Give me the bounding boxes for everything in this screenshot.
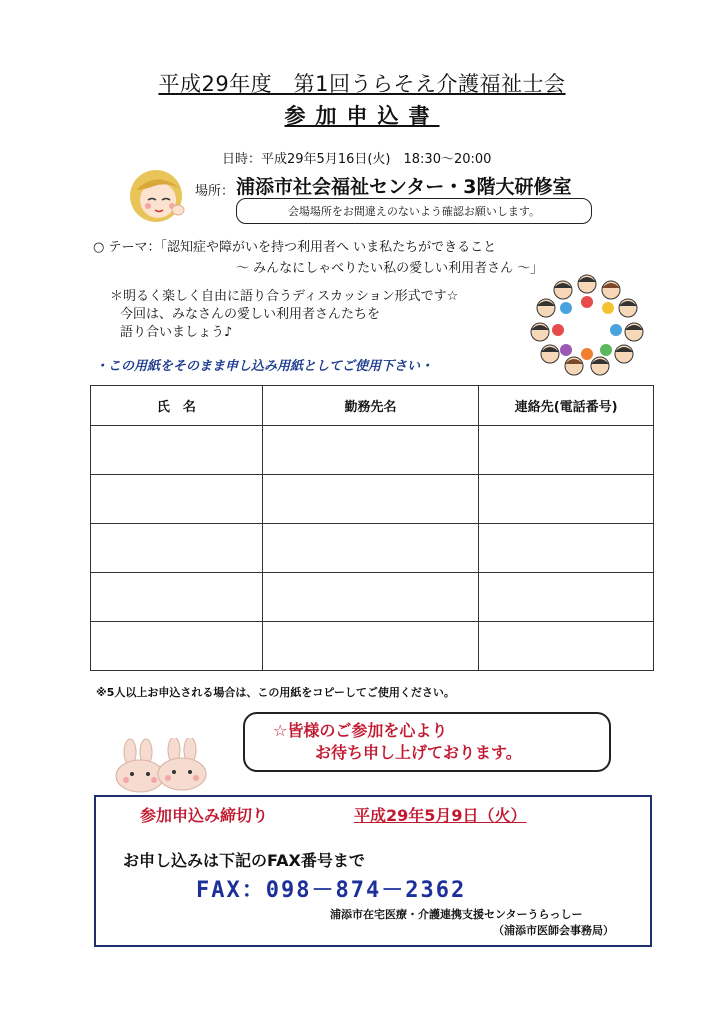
name-cell[interactable] xyxy=(91,426,263,475)
page-title: 平成29年度 第1回うらそえ介護福祉士会 xyxy=(158,72,566,96)
welcome-bubble xyxy=(243,712,611,772)
contact-cell[interactable] xyxy=(479,475,654,524)
application-table xyxy=(90,385,654,671)
contact-cell[interactable] xyxy=(479,426,654,475)
workplace-cell[interactable] xyxy=(262,622,479,671)
event-date: 日時：平成29年5月16日(火) 18:30～20:00 xyxy=(222,152,492,167)
fax-number: FAX：098－874－2362 xyxy=(196,878,467,903)
workplace-cell[interactable] xyxy=(262,475,479,524)
welcome-line: ☆皆様のご参加を心より xyxy=(273,721,448,740)
note-line: ＊明るく楽しく自由に語り合うディスカッション形式です☆ xyxy=(110,289,459,304)
table-row xyxy=(91,475,654,524)
theme-label: ○ テーマ：「認知症や障がいを持つ利用者へ いま私たちができること xyxy=(93,240,497,255)
use-form-instruction: ・この用紙をそのまま申し込み用紙としてご使用下さい・ xyxy=(95,359,434,374)
theme-subtitle: ～ みんなにしゃべりたい私の愛しい利用者さん ～」 xyxy=(236,261,544,276)
table-header-row xyxy=(91,386,654,426)
fax-intro: お申し込みは下記のFAX番号まで xyxy=(123,851,365,870)
column-header-contact: 連絡先(電話番号) xyxy=(479,386,654,426)
column-header-name: 氏 名 xyxy=(91,386,263,426)
rabbits-illustration xyxy=(100,738,220,794)
name-cell[interactable] xyxy=(91,573,263,622)
note-line: 今回は、みなさんの愛しい利用者さんたちを xyxy=(120,307,381,322)
deadline-date: 平成29年5月9日（火） xyxy=(354,806,527,825)
table-row xyxy=(91,524,654,573)
name-cell[interactable] xyxy=(91,622,263,671)
column-header-workplace: 勤務先名 xyxy=(262,386,479,426)
copy-note: ※5人以上お申込される場合は、この用紙をコピーしてご使用ください。 xyxy=(96,686,455,699)
form-title: 参加申込書 xyxy=(284,104,440,128)
person-illustration xyxy=(126,166,192,226)
deadline-label: 参加申込み締切り xyxy=(140,806,269,825)
welcome-line: お待ち申し上げております。 xyxy=(315,743,522,762)
contact-cell[interactable] xyxy=(479,622,654,671)
workplace-cell[interactable] xyxy=(262,426,479,475)
workplace-cell[interactable] xyxy=(262,524,479,573)
contact-cell[interactable] xyxy=(479,524,654,573)
table-row xyxy=(91,622,654,671)
table-row xyxy=(91,573,654,622)
place-note-bubble: 会場場所をお間違えのないよう確認お願いします。 xyxy=(236,198,592,224)
event-note xyxy=(110,288,458,342)
name-cell[interactable] xyxy=(91,524,263,573)
place-value: 浦添市社会福祉センター・3階大研修室 xyxy=(236,176,572,198)
note-line: 語り合いましょう♪ xyxy=(120,325,233,340)
children-circle-illustration xyxy=(528,272,646,376)
organizer-center: 浦添市在宅医療・介護連携支援センターうらっしー xyxy=(330,908,583,921)
table-row xyxy=(91,426,654,475)
place-label: 場所： xyxy=(195,184,235,199)
contact-cell[interactable] xyxy=(479,573,654,622)
organizer-office: （浦添市医師会事務局） xyxy=(493,924,614,937)
workplace-cell[interactable] xyxy=(262,573,479,622)
name-cell[interactable] xyxy=(91,475,263,524)
